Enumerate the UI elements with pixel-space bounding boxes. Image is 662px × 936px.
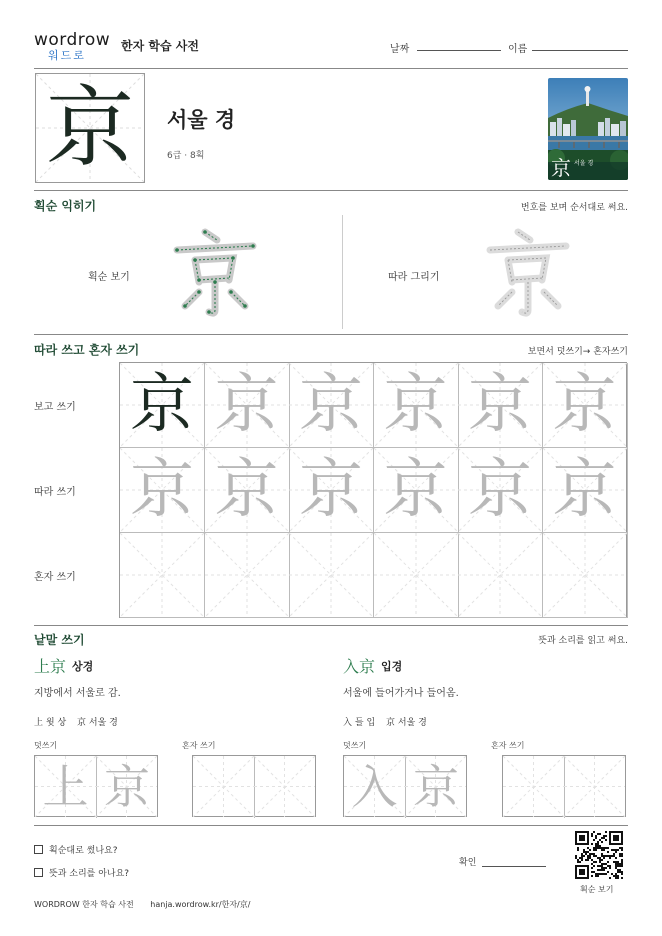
vocab-alone-box-2[interactable] — [502, 755, 626, 817]
practice-cell[interactable] — [120, 363, 205, 448]
practice-cell[interactable] — [205, 448, 290, 533]
vocab-reading-2: 입경 — [381, 660, 403, 673]
trace-character: 京 — [104, 760, 150, 814]
vocab-section-note: 뜻과 소리를 읽고 써요. — [538, 636, 628, 646]
row-label-view: 보고 쓰기 — [34, 402, 76, 413]
practice-cell[interactable] — [458, 533, 543, 618]
vocab-alone-box-1[interactable] — [192, 755, 316, 817]
checklist-item-stroke-order[interactable]: 획순대로 썼나요? — [34, 843, 118, 856]
practice-cell[interactable] — [374, 363, 459, 448]
confirm-field[interactable] — [482, 866, 546, 867]
practice-grid — [119, 362, 627, 618]
vocab-trace-label-2: 덧쓰기 — [343, 741, 367, 750]
vocab-definition-1: 지방에서 서울로 감. — [34, 688, 121, 699]
vocab-alone-label-2: 혼자 쓰기 — [491, 741, 525, 750]
main-character: 京 — [45, 76, 134, 179]
divider-3 — [34, 625, 628, 626]
word-cell[interactable] — [503, 756, 565, 818]
checkbox-icon[interactable] — [34, 845, 43, 854]
wordrow-logo — [34, 30, 112, 64]
seoul-photo — [548, 78, 628, 180]
practice-cell[interactable] — [543, 533, 628, 618]
trace-character: 上 — [42, 760, 89, 814]
practice-cell[interactable] — [120, 448, 205, 533]
word-cell[interactable] — [405, 756, 467, 818]
logo-korean: 워드로 — [48, 49, 86, 62]
vocab-trace-label-1: 덧쓰기 — [34, 741, 58, 750]
word-cell[interactable] — [193, 756, 255, 818]
divider-1 — [34, 190, 628, 191]
word-cell[interactable] — [96, 756, 158, 818]
footer-brand: WORDROW 한자 학습 사전 — [34, 900, 134, 909]
vocab-gloss-2: 入 들 입 京 서울 경 — [343, 718, 427, 728]
stroke-trace-label: 따라 그리기 — [388, 272, 440, 283]
checklist-item-meaning[interactable]: 뜻과 소리를 아나요? — [34, 866, 129, 879]
trace-character: 京 — [413, 760, 459, 814]
vocab-alone-label-1: 혼자 쓰기 — [182, 741, 216, 750]
practice-cell[interactable] — [458, 448, 543, 533]
trace-character: 京 — [468, 368, 532, 442]
stroke-order-diagram — [165, 222, 265, 322]
practice-cell[interactable] — [120, 533, 205, 618]
model-character: 京 — [130, 368, 194, 442]
main-character-box — [35, 73, 145, 183]
photo-caption-hanja: 京 — [551, 156, 571, 180]
date-field[interactable] — [417, 50, 501, 51]
vocab-gloss-1: 上 윗 상 京 서울 경 — [34, 718, 118, 728]
meaning-sound: 서울 경 — [167, 108, 236, 132]
practice-cell[interactable] — [289, 448, 374, 533]
confirm-label: 확인 — [459, 858, 477, 868]
trace-character: 京 — [130, 453, 194, 527]
trace-character: 京 — [552, 368, 617, 442]
name-label: 이름 — [508, 44, 528, 55]
stroke-view-label: 획순 보기 — [88, 272, 130, 283]
practice-cell[interactable] — [289, 363, 374, 448]
word-cell[interactable] — [35, 756, 97, 818]
dictionary-title: 한자 학습 사전 — [121, 39, 199, 53]
divider-2 — [34, 334, 628, 335]
trace-character: 京 — [299, 453, 363, 527]
practice-cell[interactable] — [543, 363, 628, 448]
vocab-trace-box-1[interactable] — [34, 755, 158, 817]
grade-strokes: 6급 · 8획 — [167, 151, 205, 161]
footer — [34, 899, 250, 910]
word-cell[interactable] — [254, 756, 316, 818]
word-cell[interactable] — [564, 756, 626, 818]
practice-cell[interactable] — [205, 533, 290, 618]
qr-label: 획순 보기 — [580, 885, 614, 894]
stroke-section-title: 획순 익히기 — [34, 199, 97, 213]
practice-section-title: 따라 쓰고 혼자 쓰기 — [34, 343, 140, 357]
word-cell[interactable] — [344, 756, 406, 818]
practice-section-note: 보면서 덧쓰기→ 혼자쓰기 — [527, 347, 628, 357]
trace-character: 京 — [468, 453, 532, 527]
photo-caption-text: 서울 경 — [574, 160, 594, 167]
checkbox-icon[interactable] — [34, 868, 43, 877]
vocab-section-title: 낱말 쓰기 — [34, 633, 85, 647]
row-label-trace: 따라 쓰기 — [34, 487, 76, 498]
date-label: 날짜 — [390, 44, 410, 55]
divider-4 — [34, 825, 628, 826]
qr-code-icon[interactable] — [575, 831, 623, 879]
footer-url[interactable]: hanja.wordrow.kr/한자/京/ — [150, 900, 251, 909]
practice-cell[interactable] — [374, 533, 459, 618]
header-divider — [34, 68, 628, 69]
practice-cell[interactable] — [374, 448, 459, 533]
vocab-word-2: 入京 — [343, 657, 376, 676]
vocab-word-1: 上京 — [34, 657, 67, 676]
practice-cell[interactable] — [543, 448, 628, 533]
trace-character: 京 — [383, 368, 448, 442]
stroke-trace-diagram[interactable] — [478, 222, 578, 322]
trace-character: 京 — [214, 453, 279, 527]
row-label-alone: 혼자 쓰기 — [34, 572, 76, 583]
trace-character: 京 — [214, 368, 279, 442]
vocab-trace-box-2[interactable] — [343, 755, 467, 817]
name-field[interactable] — [532, 50, 628, 51]
practice-cell[interactable] — [458, 363, 543, 448]
trace-character: 京 — [299, 368, 363, 442]
vocab-reading-1: 상경 — [72, 660, 94, 673]
practice-cell[interactable] — [289, 533, 374, 618]
stroke-section-note: 번호를 보며 순서대로 써요. — [520, 203, 628, 213]
trace-character: 入 — [351, 760, 398, 814]
stroke-column-divider — [342, 215, 343, 329]
practice-cell[interactable] — [205, 363, 290, 448]
logo-text: wordrow — [34, 30, 111, 50]
vocab-definition-2: 서울에 들어가거나 들어옴. — [343, 688, 459, 699]
trace-character: 京 — [383, 453, 448, 527]
trace-character: 京 — [552, 453, 617, 527]
